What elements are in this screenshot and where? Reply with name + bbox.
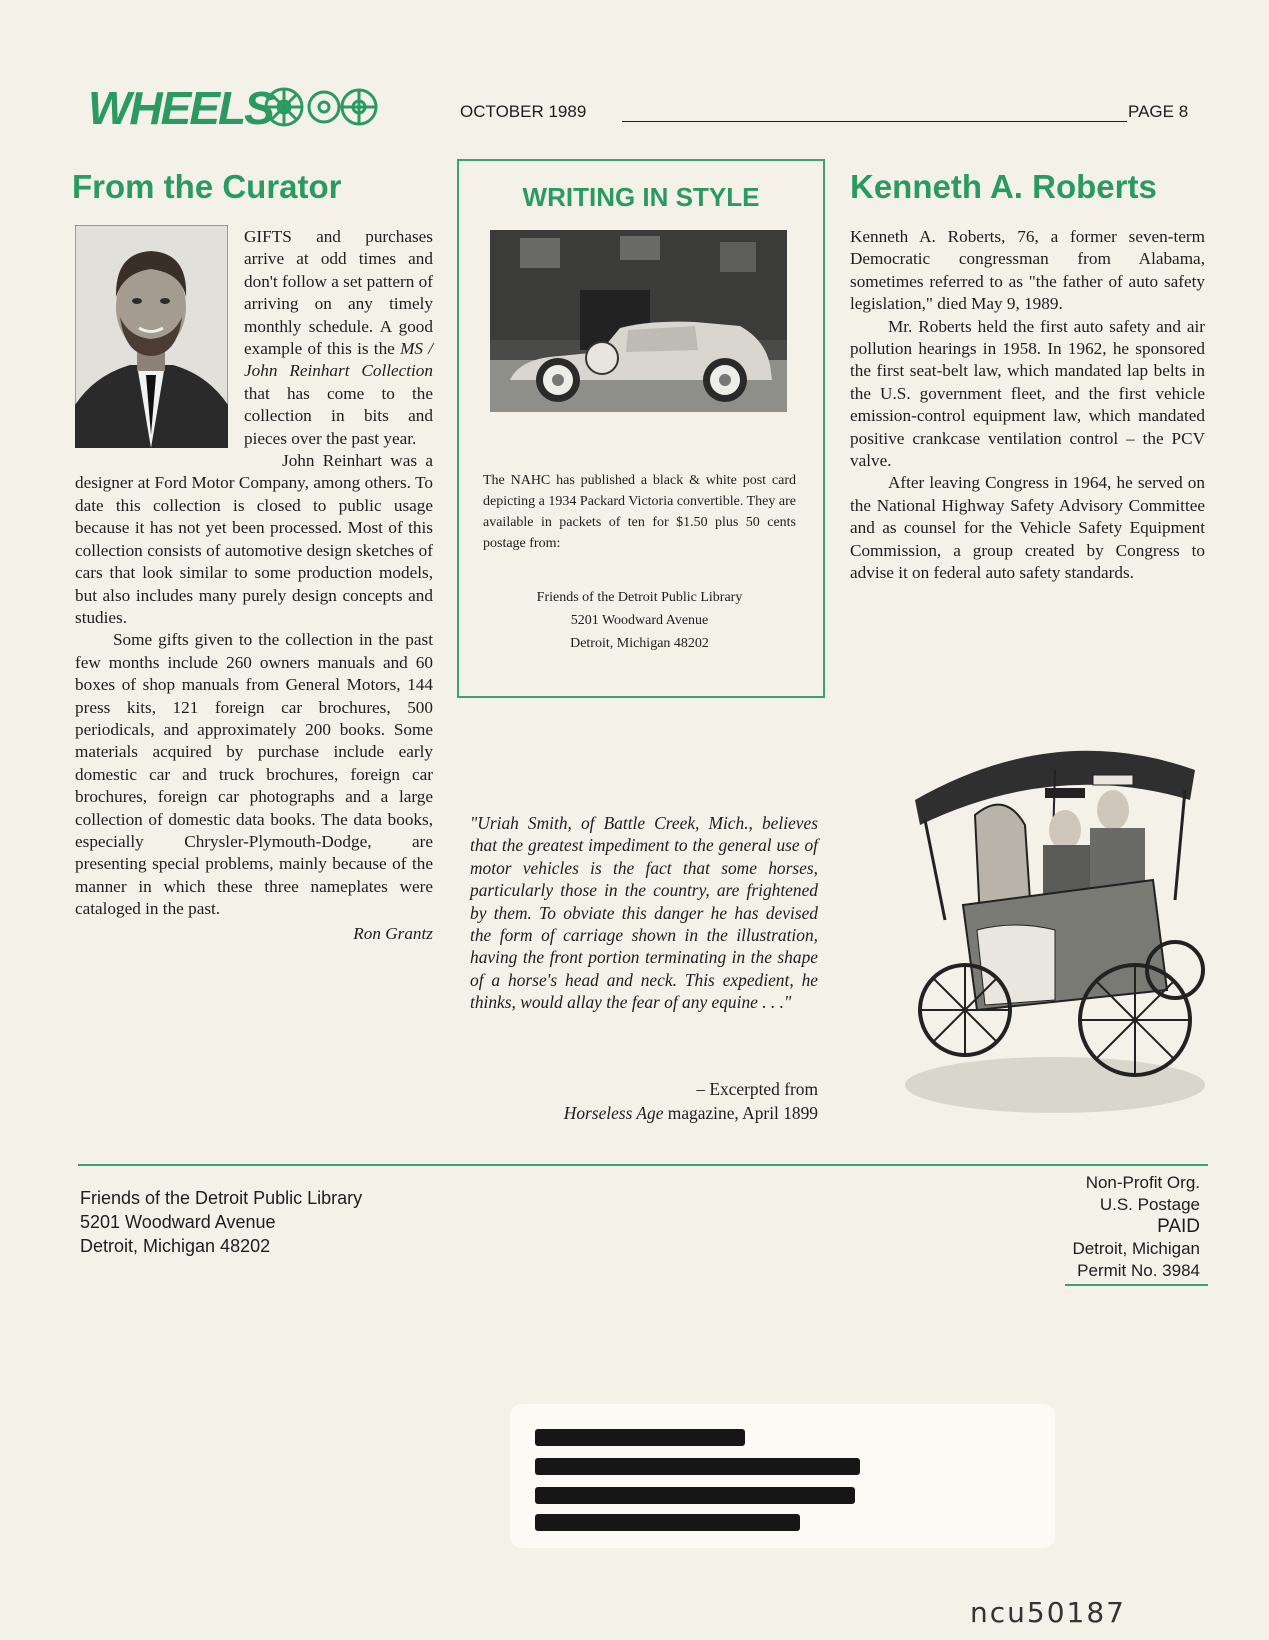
collection-name: MS / John Reinhart Collection bbox=[244, 339, 433, 381]
article-author: Ron Grantz bbox=[353, 923, 433, 943]
curator-article bbox=[75, 226, 433, 945]
postcard-description: The NAHC has published a black & white post card depicting a 1934 Packard Victoria convertible. They are available in packets of ten for $1.50 plus 50 cents postage from: bbox=[483, 473, 796, 551]
address-line: Detroit, Michigan 48202 bbox=[570, 636, 709, 651]
postcard-order-address bbox=[483, 586, 796, 655]
curator-heading: From the Curator bbox=[72, 168, 342, 205]
postage-line: Non-Profit Org. bbox=[1085, 1173, 1200, 1192]
redaction-bar bbox=[535, 1487, 855, 1504]
page-number: PAGE 8 bbox=[1128, 102, 1189, 121]
postage-line: Permit No. 3984 bbox=[1077, 1261, 1200, 1280]
postage-line: PAID bbox=[1157, 1216, 1200, 1237]
return-address-line: 5201 Woodward Avenue bbox=[80, 1212, 276, 1232]
return-address bbox=[80, 1186, 362, 1258]
magazine-name: Horseless Age bbox=[563, 1103, 664, 1123]
quote-credit: – Excerpted from bbox=[696, 1079, 818, 1099]
horseless-age-quote: "Uriah Smith, of Battle Creek, Mich., believes that the greatest impediment to the general use of motor vehicles is the fact that some horses, particularly those in the country, are frightened by them. To obviate this danger he has devised the form of carriage shown in the illustration, having the front portion terminating in the shape of a horse's head and neck. This expedient, he thinks, would allay the fear of any equine . . ." bbox=[470, 813, 818, 1013]
address-line: 5201 Woodward Avenue bbox=[570, 613, 709, 628]
address-line: Friends of the Detroit Public Library bbox=[536, 590, 743, 605]
postage-indicia bbox=[1040, 1172, 1200, 1282]
roberts-article bbox=[850, 226, 1205, 585]
curator-p1-tail: that has come to the collection in bits and pieces over the past year. bbox=[244, 383, 433, 448]
roberts-paragraph: After leaving Congress in 1964, he served on the National Highway Safety Advisory Committee and as counsel for the Vehicle Safety Equipment Commission, a group created by Congress to advise it on federal auto safety standards. bbox=[850, 473, 1205, 583]
return-address-line: Friends of the Detroit Public Library bbox=[80, 1188, 363, 1208]
footer-rule bbox=[78, 1164, 1208, 1166]
packard-car-photo bbox=[490, 230, 787, 412]
magazine-date: magazine, April 1899 bbox=[663, 1103, 818, 1123]
postage-rule bbox=[1065, 1284, 1208, 1286]
return-address-line: Detroit, Michigan 48202 bbox=[80, 1236, 271, 1256]
wheels-logo bbox=[88, 82, 378, 132]
issue-date: OCTOBER 1989 bbox=[460, 102, 587, 121]
roberts-paragraph: Mr. Roberts held the first auto safety and air pollution hearings in 1958. In 1962, he sponsored the first seat-belt law, which mandated lap belts in the U.S. government fleet, and the first vehicle emission-control equipment law, which mandated positive crankcase ventilation control – the PCV valve. bbox=[850, 316, 1205, 471]
redacted-mailing-label bbox=[510, 1404, 1055, 1548]
roberts-heading: Kenneth A. Roberts bbox=[850, 168, 1157, 205]
postage-line: U.S. Postage bbox=[1099, 1195, 1200, 1214]
writing-in-style-heading: WRITING IN STYLE bbox=[522, 182, 760, 212]
curator-paragraph: Some gifts given to the collection in the past few months include 260 owners manuals and 60 boxes of shop manuals from General Motors, 144 press kits, 121 foreign car brochures, 500 periodicals, and approximately 200 books. Some materials acquired by purchase include early domestic car and truck brochures, foreign car brochures, foreign car photographs and a large collection of domestic data books. The data books, especially Chrysler-Plymouth-Dodge, are presenting special problems, mainly because of the manner in which these three nameplates were cataloged in the past. bbox=[75, 630, 433, 919]
header-rule bbox=[622, 121, 1127, 122]
redaction-bar bbox=[535, 1514, 800, 1531]
redaction-bar bbox=[535, 1458, 860, 1475]
quote-source bbox=[470, 1103, 818, 1124]
photo-wrap-spacer bbox=[75, 226, 244, 451]
svg-text:WHEELS: WHEELS bbox=[88, 82, 273, 132]
archive-handwritten-id: ncu50187 bbox=[970, 1596, 1126, 1629]
redaction-bar bbox=[535, 1429, 745, 1446]
horse-head-carriage-illustration bbox=[905, 730, 1205, 1115]
curator-paragraph: John Reinhart was a designer at Ford Motor Company, among others. To date this collection is closed to public usage because it has not yet been processed. Most of this collection consists of automotive design sketches of cars that look similar to some production models, but also includes many purely design concepts and studies. bbox=[75, 451, 433, 627]
postage-line: Detroit, Michigan bbox=[1072, 1239, 1200, 1258]
curator-p1-lead: GIFTS and purchases arrive at odd times and don't follow a set pattern of arriving on any timely monthly schedule. A good example of this is the bbox=[244, 227, 433, 359]
roberts-paragraph: Kenneth A. Roberts, 76, a former seven-term Democratic congressman from Alabama, sometimes referred to as "the father of auto safety legislation," died May 9, 1989. bbox=[850, 227, 1205, 314]
